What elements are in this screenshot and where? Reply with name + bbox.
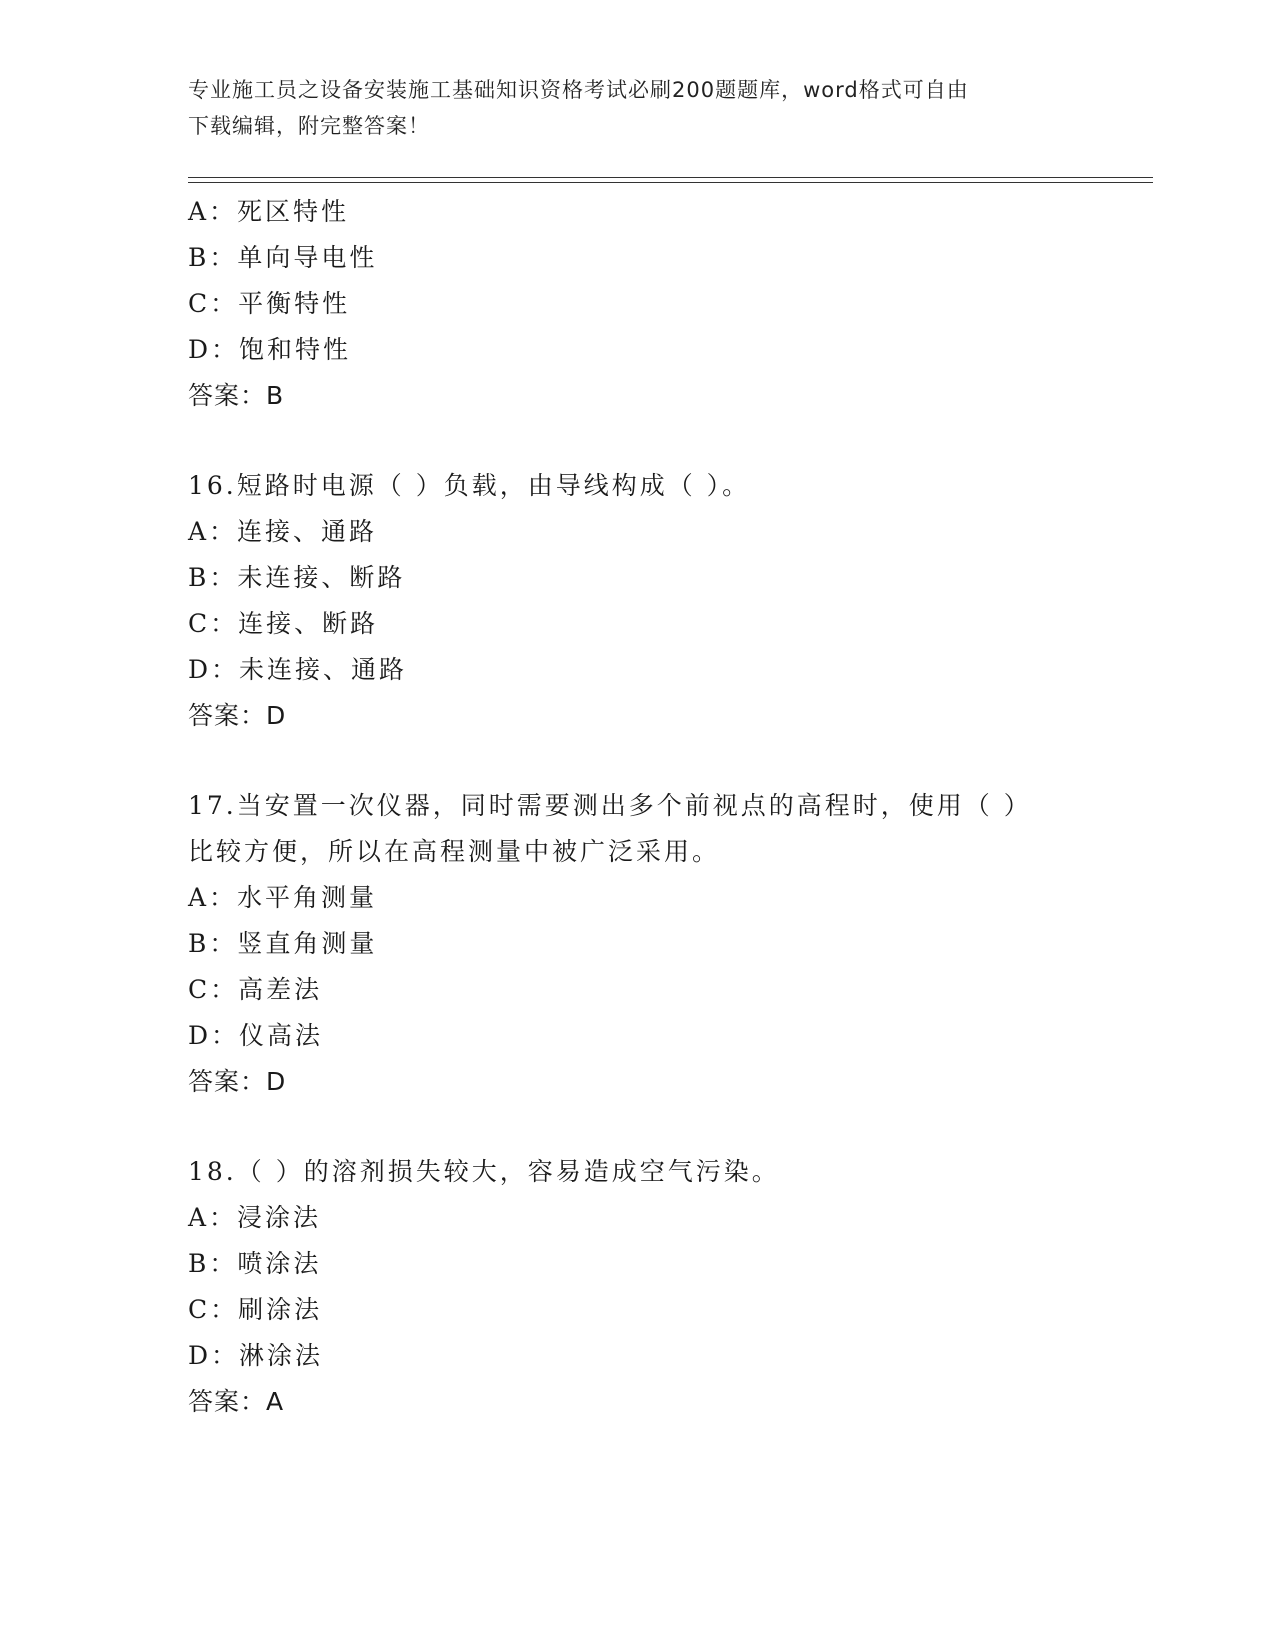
question-15-block (188, 189, 1088, 419)
option-b: B：单向导电性 (188, 243, 378, 272)
answer-line: 答案：D (188, 1067, 287, 1096)
spacer (188, 739, 1088, 783)
question-16-block (188, 463, 1088, 739)
spacer (188, 1105, 1088, 1149)
question-text: 16.短路时电源（ ）负载，由导线构成（ ）。 (188, 471, 751, 500)
option-d: D：仪高法 (188, 1021, 324, 1050)
header-divider-top (188, 177, 1153, 178)
option-c: C：连接、断路 (188, 609, 379, 638)
option-a: A：水平角测量 (188, 883, 378, 912)
option-b: B：未连接、断路 (188, 563, 406, 592)
option-d: D：淋涂法 (188, 1341, 324, 1370)
option-d: D：饱和特性 (188, 335, 352, 364)
option-b: B：竖直角测量 (188, 929, 378, 958)
document-header (188, 72, 1088, 144)
option-d: D：未连接、通路 (188, 655, 408, 684)
answer-line: 答案：A (188, 1387, 285, 1416)
option-a: A：浸涂法 (188, 1203, 322, 1232)
option-c: C：高差法 (188, 975, 323, 1004)
option-c: C：刷涂法 (188, 1295, 323, 1324)
question-text-continued: 比较方便，所以在高程测量中被广泛采用。 (188, 837, 721, 866)
option-a: A：死区特性 (188, 197, 350, 226)
header-divider-bottom (188, 182, 1153, 183)
question-18-block (188, 1149, 1088, 1425)
question-17-block (188, 783, 1088, 1105)
option-c: C：平衡特性 (188, 289, 351, 318)
answer-line: 答案：D (188, 701, 287, 730)
question-text: 17.当安置一次仪器，同时需要测出多个前视点的高程时，使用（ ） (188, 791, 1032, 820)
option-a: A：连接、通路 (188, 517, 378, 546)
spacer (188, 419, 1088, 463)
question-text: 18.（ ）的溶剂损失较大，容易造成空气污染。 (188, 1157, 780, 1186)
header-line-2: 下载编辑，附完整答案！ (188, 114, 430, 138)
header-line-1: 专业施工员之设备安装施工基础知识资格考试必刷200题题库，word格式可自由 (188, 78, 969, 102)
option-b: B：喷涂法 (188, 1249, 322, 1278)
answer-line: 答案：B (188, 381, 285, 410)
document-body (188, 189, 1088, 1425)
